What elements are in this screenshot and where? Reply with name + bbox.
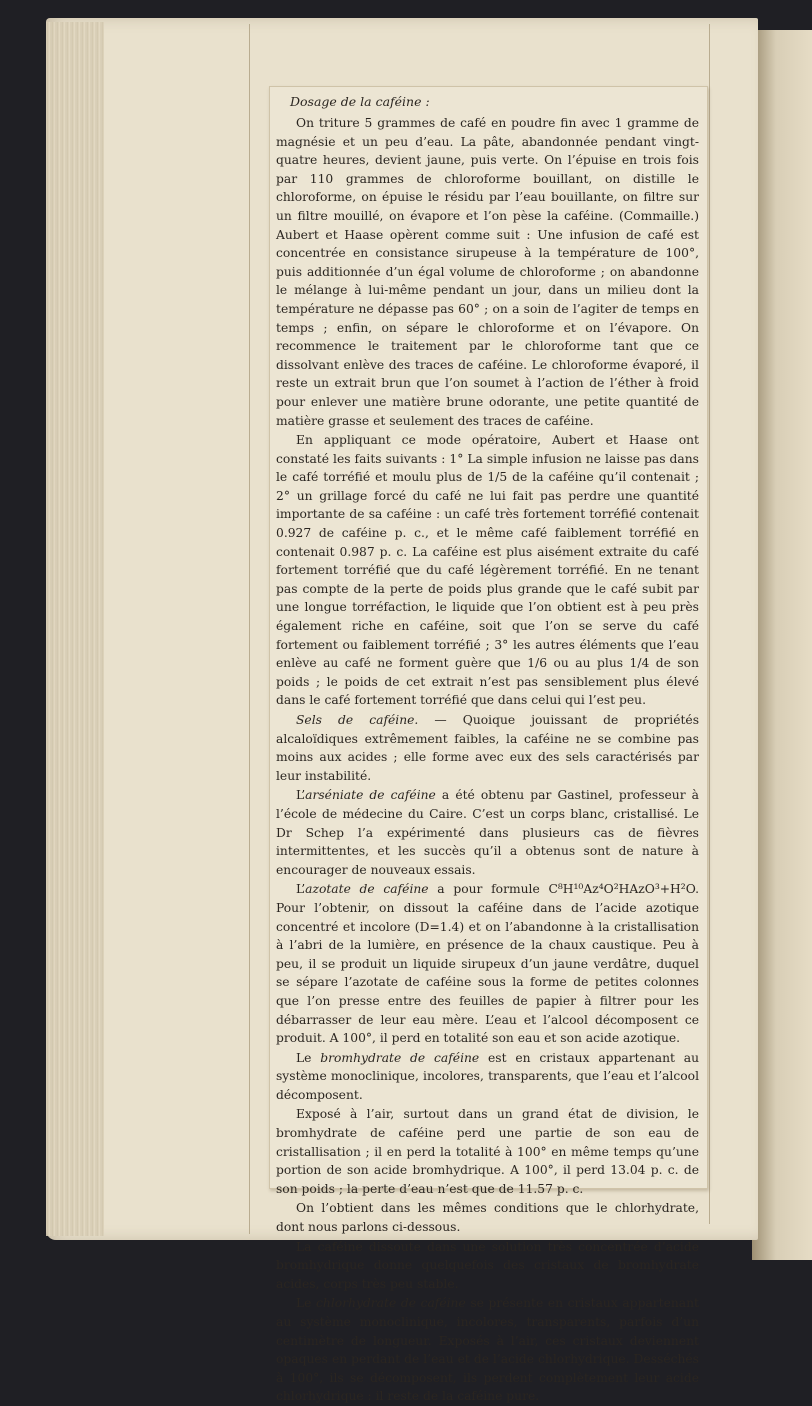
paragraph-arseniate	[276, 786, 699, 879]
term-arseniate: arséniate de caféine	[305, 788, 436, 803]
term-bromhydrate: bromhydrate de caféine	[320, 1050, 480, 1065]
paragraph-bromhydrate	[276, 1049, 699, 1105]
paragraph-obtient: On l’obtient dans les mêmes conditions que le chlorhydrate, dont nous parlons ci-dessous.	[276, 1201, 699, 1235]
text-arseniate: a été obtenu par Gastinel, professeur à l’école de médecine du Caire. C’est un corps blanc, cristallisé. Le Dr Schep l’a expérimenté dans plusieurs cas de fièvres intermittentes, et les succès qu’il a obtenus sont de nature à encourager de nouveaux essais.	[276, 788, 699, 877]
text-sels: — Quoique jouissant de propriétés alcaloïdiques extrêmement faibles, la caféine ne se combine pas moins aux acides ; elle forme avec eux des sels caractérisés par leur instabilité.	[276, 713, 700, 783]
margin-rule-right	[709, 24, 710, 1224]
paragraph-expose: Exposé à l’air, surtout dans un grand état de division, le bromhydrate de caféine perd une partie de son eau de cristallisation ; il en perd la totalité à 100° en même temps qu’une portion de son acide bromhydrique. A 100°, il perd 13.04 p. c. de son poids ; la perte d’eau n’est que de 11.57 p. c.	[276, 1107, 699, 1196]
pre-chlorhydrate: Le	[296, 1296, 317, 1311]
section-heading: Dosage de la caféine :	[290, 94, 430, 109]
pre-arseniate: L’	[296, 788, 306, 803]
term-azotate: azotate de caféine	[305, 882, 429, 897]
facing-page-edge	[752, 30, 812, 1260]
term-chlorhydrate: chlorhydrate de caféine	[316, 1296, 466, 1311]
pre-bromhydrate: Le	[296, 1050, 321, 1065]
text-chlorhydrate: se présente en cristaux appartenant au système monoclinique, incolores, transparents, parfois d’un centimètre de longueur. Exposés à l’air, ces cristaux deviennent opaques en perdant de l’eau et de l’acide chlorhydrique. Desséchés à 100°, ils se décomposent, ils perdent complètement leur acide chlorhydrique : il reste de la caféine pure.	[276, 1296, 699, 1404]
text-azotate: a pour formule C⁸H¹⁰Az⁴O²HAzO³+H²O. Pour l’obtenir, on dissout la caféine dans de l’acide azotique concentré et incolore (D=1.4) et on l’abandonne à la cristallisation à l’abri de la lumière, en présence de la chaux caustique. Peu à peu, il se produit un liquide sirupeux d’un jaune verdâtre, duquel se sépare l’azotate de caféine sous la forme de petites colonnes que l’on presse entre des feuilles de papier à filtrer pour les débarrasser de leur eau mère. L’eau et l’alcool décomposent ce produit. A 100°, il perd en totalité son eau et son acide azotique.	[276, 882, 699, 1046]
pre-azotate: L’	[296, 882, 306, 897]
paragraph-sels	[276, 711, 699, 785]
margin-rule-left	[249, 24, 250, 1234]
term-sels: Sels de caféine.	[296, 713, 419, 727]
paragraph-aubert-haase: En appliquant ce mode opératoire, Aubert et Haase ont constaté les faits suivants : 1° La simple infusion ne laisse pas dans le café torréfié et moulu plus de 1/5 de la caféine qu’il contenait ; 2° un grillage forcé du café ne lui fait pas perdre une quantité importante de sa caféine : un café très fortement torréfié contenait 0.927 de caféine p. c., et le même café faiblement torréfié en contenait 0.987 p. c. La caféine est plus aisément extraite du café fortement torréfié que du café légèrement torréfié. En ne tenant pas compte de la perte de poids plus grande que le café subit par une longue torréfaction, le liquide que l’on obtient est à peu près également riche en caféine, soit que l’on se serve du café fortement ou faiblement torréfié ; 3° les autres éléments que l’eau enlève au café ne forment guère que 1/6 ou au plus 1/4 de son poids ; le poids de cet extrait n’est pas sensiblement plus élevé dans le café fortement torréfié que dans celui qui l’est peu.	[276, 433, 699, 708]
pasted-clipping	[269, 86, 708, 1404]
paragraph-chlorhydrate	[276, 1294, 699, 1406]
paragraph-azotate	[276, 880, 699, 1047]
page-stack-edges	[46, 22, 104, 1236]
paragraph-dissoute: La caféine dissoute dans une solution très concentrée d’acide bromhydrique donne quelquefois des cristaux de bromhydrate acides, corps très peu stable.	[276, 1239, 699, 1291]
text-bromhydrate: est en cristaux appartenant au système monoclinique, incolores, transparents, que l’eau et l’alcool décomposent.	[276, 1050, 699, 1102]
paragraph-dosage: On triture 5 grammes de café en poudre fin avec 1 gramme de magnésie et un peu d’eau. La pâte, abandonnée pendant vingt-quatre heures, devient jaune, puis verte. On l’épuise en trois fois par 110 grammes de chloroforme bouillant, on distille le chloroforme, on épuise le résidu par l’eau bouillante, on filtre sur un filtre mouillé, on évapore et l’on pèse la caféine. (Commaille.) Aubert et Haase opèrent comme suit : Une infusion de café est concentrée en consistance sirupeuse à la température de 100°, puis additionnée d’un égal volume de chloroforme ; on abandonne le mélange à lui-même pendant un jour, dans un milieu dont la température ne dépasse pas 60° ; on a soin de l’agiter de temps en temps ; enfin, on sépare le chloroforme et on l’évapore. On recommence le traitement par le chloroforme tant que ce dissolvant enlève des traces de caféine. Le chloroforme évaporé, il reste un extrait brun que l’on soumet à l’action de l’éther à froid pour enlever une matière brune odorante, une petite quantité de matière grasse et seulement des traces de caféine.	[276, 116, 699, 428]
